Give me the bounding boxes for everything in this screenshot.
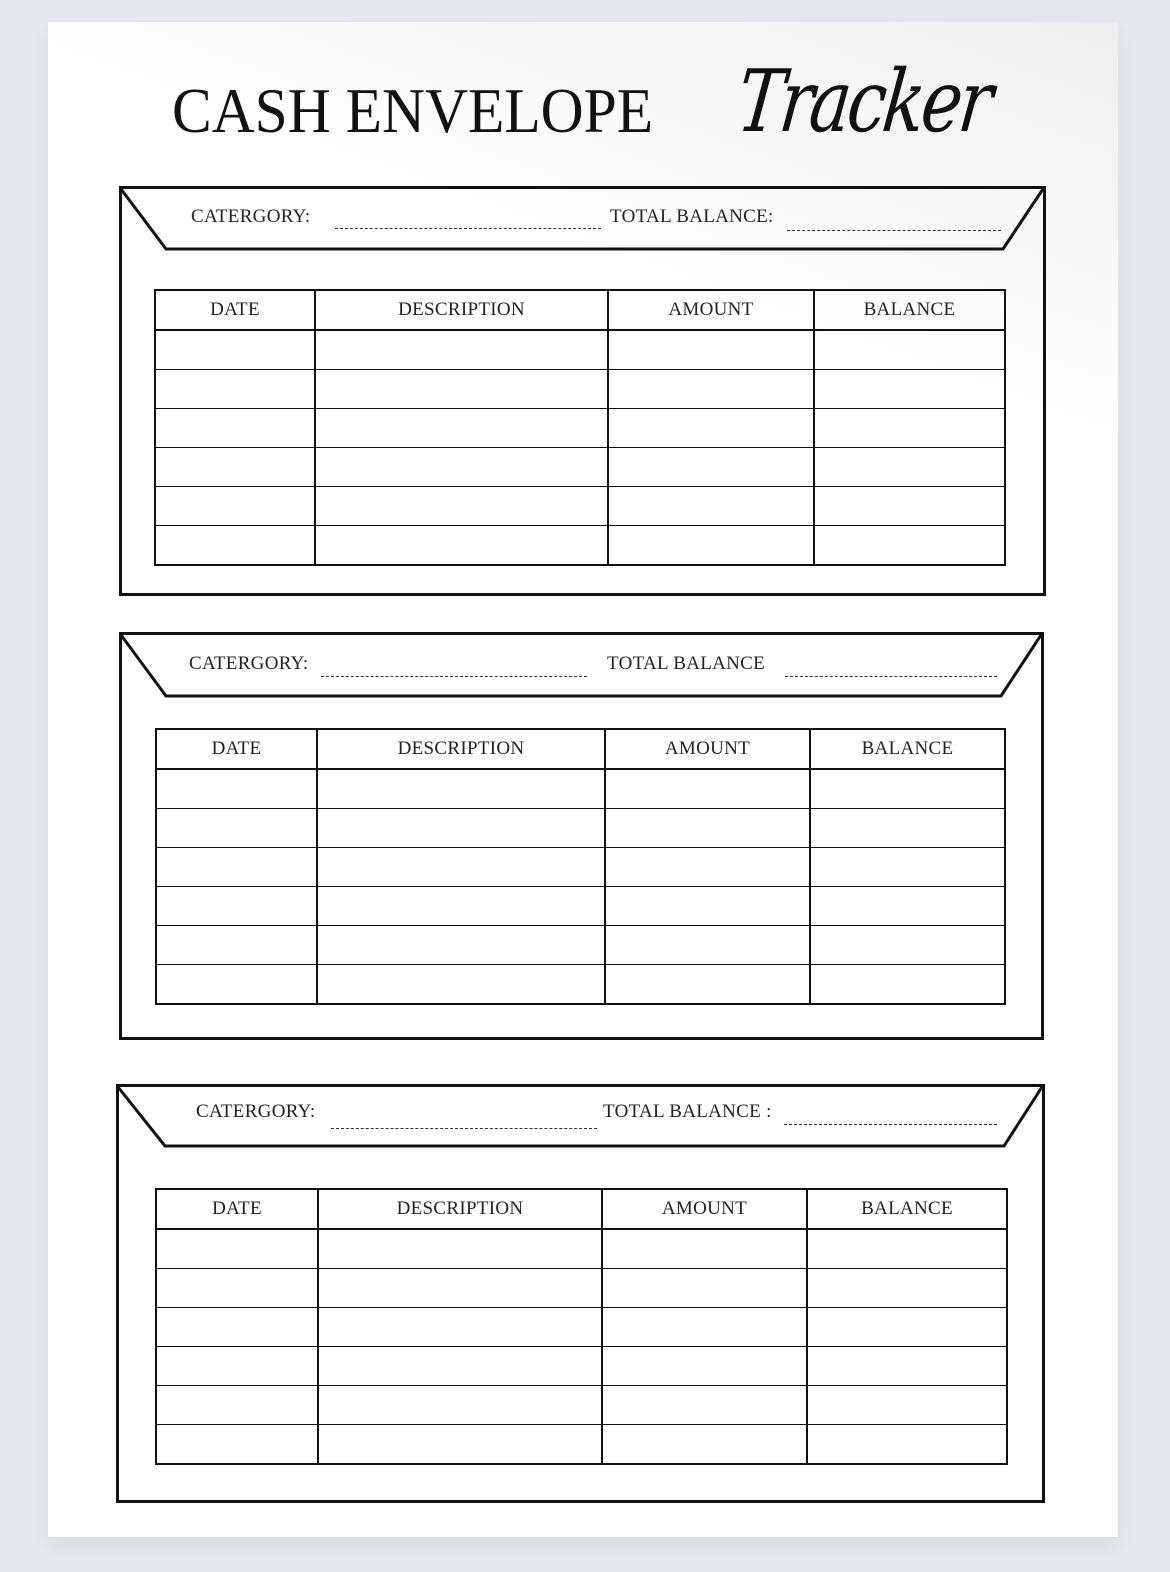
description-cell[interactable] bbox=[318, 1347, 602, 1386]
description-cell[interactable] bbox=[318, 1425, 602, 1465]
balance-cell[interactable] bbox=[814, 370, 1005, 409]
date-cell[interactable] bbox=[156, 1347, 318, 1386]
balance-cell[interactable] bbox=[814, 487, 1005, 526]
balance-cell[interactable] bbox=[814, 409, 1005, 448]
ledger-table bbox=[155, 1188, 1008, 1465]
column-header-date: DATE bbox=[155, 290, 315, 330]
date-cell[interactable] bbox=[156, 1229, 318, 1269]
balance-cell[interactable] bbox=[807, 1308, 1007, 1347]
total-balance-input[interactable] bbox=[784, 1124, 997, 1125]
column-header-balance: BALANCE bbox=[810, 729, 1005, 769]
column-header-amount: AMOUNT bbox=[602, 1189, 807, 1229]
column-header-amount: AMOUNT bbox=[608, 290, 814, 330]
balance-cell[interactable] bbox=[810, 809, 1005, 848]
table-row bbox=[155, 448, 1005, 487]
amount-cell[interactable] bbox=[605, 887, 810, 926]
amount-cell[interactable] bbox=[608, 409, 814, 448]
table-header-row bbox=[155, 290, 1005, 330]
description-cell[interactable] bbox=[318, 1386, 602, 1425]
date-cell[interactable] bbox=[155, 370, 315, 409]
balance-cell[interactable] bbox=[807, 1386, 1007, 1425]
date-cell[interactable] bbox=[156, 809, 317, 848]
description-cell[interactable] bbox=[315, 526, 608, 566]
balance-cell[interactable] bbox=[807, 1347, 1007, 1386]
amount-cell[interactable] bbox=[605, 848, 810, 887]
table-row bbox=[156, 926, 1005, 965]
ledger-table bbox=[154, 289, 1006, 566]
amount-cell[interactable] bbox=[602, 1386, 807, 1425]
date-cell[interactable] bbox=[155, 526, 315, 566]
table-row bbox=[156, 1308, 1007, 1347]
amount-cell[interactable] bbox=[602, 1425, 807, 1465]
amount-cell[interactable] bbox=[608, 487, 814, 526]
column-header-description: DESCRIPTION bbox=[315, 290, 608, 330]
table-row bbox=[156, 769, 1005, 809]
description-cell[interactable] bbox=[317, 965, 605, 1005]
envelope-3 bbox=[116, 1084, 1045, 1504]
date-cell[interactable] bbox=[155, 487, 315, 526]
envelope-1 bbox=[119, 186, 1046, 596]
balance-cell[interactable] bbox=[810, 965, 1005, 1005]
column-header-description: DESCRIPTION bbox=[318, 1189, 602, 1229]
amount-cell[interactable] bbox=[602, 1229, 807, 1269]
table-row bbox=[156, 809, 1005, 848]
total-balance-label: TOTAL BALANCE bbox=[607, 653, 766, 674]
table-header-row bbox=[156, 729, 1005, 769]
page-title bbox=[48, 22, 1118, 182]
description-cell[interactable] bbox=[317, 848, 605, 887]
amount-cell[interactable] bbox=[608, 448, 814, 487]
description-cell[interactable] bbox=[315, 487, 608, 526]
amount-cell[interactable] bbox=[602, 1308, 807, 1347]
ledger-table bbox=[155, 728, 1006, 1005]
column-header-balance: BALANCE bbox=[814, 290, 1005, 330]
table-header-row bbox=[156, 1189, 1007, 1229]
table-row bbox=[156, 1347, 1007, 1386]
date-cell[interactable] bbox=[156, 848, 317, 887]
balance-cell[interactable] bbox=[814, 526, 1005, 566]
date-cell[interactable] bbox=[156, 887, 317, 926]
date-cell[interactable] bbox=[155, 448, 315, 487]
balance-cell[interactable] bbox=[814, 448, 1005, 487]
balance-cell[interactable] bbox=[807, 1425, 1007, 1465]
table-row bbox=[156, 1269, 1007, 1308]
description-cell[interactable] bbox=[315, 448, 608, 487]
column-header-description: DESCRIPTION bbox=[317, 729, 605, 769]
total-balance-input[interactable] bbox=[785, 676, 997, 677]
date-cell[interactable] bbox=[155, 409, 315, 448]
table-row bbox=[155, 370, 1005, 409]
date-cell[interactable] bbox=[156, 926, 317, 965]
date-cell[interactable] bbox=[156, 1386, 318, 1425]
balance-cell[interactable] bbox=[807, 1229, 1007, 1269]
envelope-2 bbox=[119, 632, 1044, 1040]
total-balance-label: TOTAL BALANCE : bbox=[603, 1101, 772, 1122]
amount-cell[interactable] bbox=[608, 370, 814, 409]
column-header-date: DATE bbox=[156, 729, 317, 769]
table-row bbox=[155, 487, 1005, 526]
date-cell[interactable] bbox=[156, 1425, 318, 1465]
amount-cell[interactable] bbox=[608, 526, 814, 566]
description-cell[interactable] bbox=[317, 887, 605, 926]
amount-cell[interactable] bbox=[602, 1269, 807, 1308]
description-cell[interactable] bbox=[315, 409, 608, 448]
description-cell[interactable] bbox=[315, 370, 608, 409]
amount-cell[interactable] bbox=[608, 330, 814, 370]
category-label: CATERGORY: bbox=[191, 206, 311, 227]
table-row bbox=[156, 1229, 1007, 1269]
category-label: CATERGORY: bbox=[189, 653, 309, 674]
description-cell[interactable] bbox=[318, 1308, 602, 1347]
table-row bbox=[156, 1425, 1007, 1465]
table-row bbox=[156, 848, 1005, 887]
balance-cell[interactable] bbox=[810, 769, 1005, 809]
balance-cell[interactable] bbox=[810, 926, 1005, 965]
table-row bbox=[156, 1386, 1007, 1425]
table-row bbox=[155, 409, 1005, 448]
category-input[interactable] bbox=[331, 1128, 597, 1129]
title-script: Tracker bbox=[732, 52, 995, 152]
balance-cell[interactable] bbox=[814, 330, 1005, 370]
column-header-balance: BALANCE bbox=[807, 1189, 1007, 1229]
balance-cell[interactable] bbox=[810, 887, 1005, 926]
table-row bbox=[155, 526, 1005, 566]
category-input[interactable] bbox=[321, 676, 587, 677]
description-cell[interactable] bbox=[317, 926, 605, 965]
balance-cell[interactable] bbox=[807, 1269, 1007, 1308]
column-header-amount: AMOUNT bbox=[605, 729, 810, 769]
amount-cell[interactable] bbox=[605, 965, 810, 1005]
column-header-date: DATE bbox=[156, 1189, 318, 1229]
description-cell[interactable] bbox=[315, 330, 608, 370]
category-input[interactable] bbox=[335, 228, 601, 229]
date-cell[interactable] bbox=[156, 1308, 318, 1347]
date-cell[interactable] bbox=[155, 330, 315, 370]
table-row bbox=[156, 965, 1005, 1005]
table-row bbox=[156, 887, 1005, 926]
category-label: CATERGORY: bbox=[196, 1101, 316, 1122]
date-cell[interactable] bbox=[156, 769, 317, 809]
balance-cell[interactable] bbox=[810, 848, 1005, 887]
title-main: CASH ENVELOPE bbox=[172, 75, 654, 146]
amount-cell[interactable] bbox=[605, 769, 810, 809]
amount-cell[interactable] bbox=[605, 926, 810, 965]
description-cell[interactable] bbox=[318, 1269, 602, 1308]
total-balance-input[interactable] bbox=[787, 230, 1001, 231]
total-balance-label: TOTAL BALANCE: bbox=[610, 206, 774, 227]
description-cell[interactable] bbox=[318, 1229, 602, 1269]
table-row bbox=[155, 330, 1005, 370]
amount-cell[interactable] bbox=[605, 809, 810, 848]
description-cell[interactable] bbox=[317, 769, 605, 809]
date-cell[interactable] bbox=[156, 1269, 318, 1308]
date-cell[interactable] bbox=[156, 965, 317, 1005]
amount-cell[interactable] bbox=[602, 1347, 807, 1386]
description-cell[interactable] bbox=[317, 809, 605, 848]
